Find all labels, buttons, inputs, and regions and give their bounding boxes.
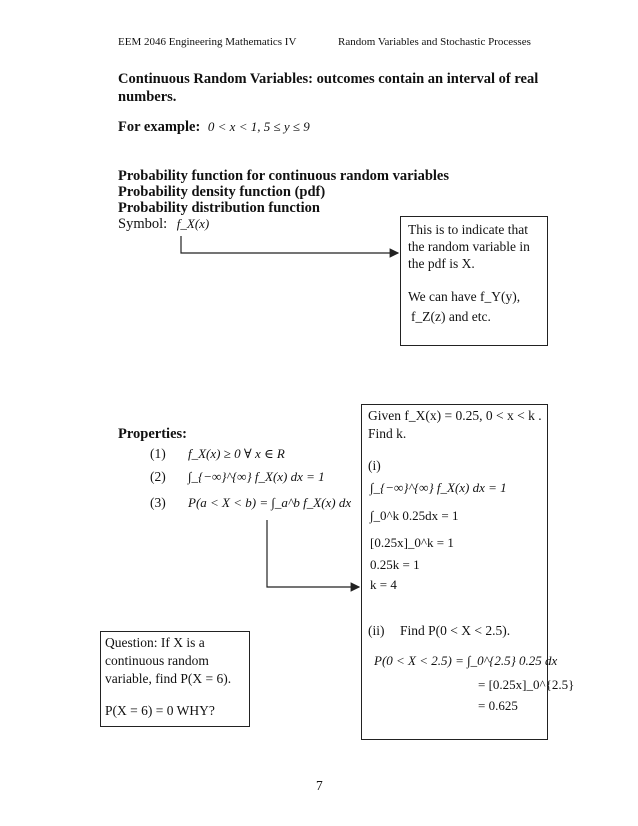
part1-step-2: ∫_0^k 0.25dx = 1: [370, 508, 459, 523]
intro-line1: Continuous Random Variables: outcomes contain an interval of real: [118, 71, 539, 87]
question-line2: continuous random: [105, 653, 209, 668]
symbol-expression: f_X(x): [176, 216, 210, 231]
part1-label: (i): [368, 458, 381, 473]
question-line3: variable, find P(X = 6).: [105, 671, 232, 686]
header-right: Random Variables and Stochastic Processes: [338, 36, 531, 48]
example-find: Find k.: [368, 426, 407, 441]
intro-line2: numbers.: [118, 89, 177, 105]
note-line5: f_Z(z) and etc.: [411, 309, 491, 324]
note-line4: We can have f_Y(y),: [408, 289, 521, 304]
part2-step-1: P(0 < X < 2.5) = ∫_0^{2.5} 0.25 dx: [374, 653, 558, 668]
property-3-num: (3): [150, 495, 166, 510]
example-given: Given f_X(x) = 0.25, 0 < x < k .: [368, 408, 542, 423]
properties-to-example-arrow: [267, 520, 359, 587]
page-number: 7: [316, 778, 323, 793]
property-2-expr: ∫_{−∞}^{∞} f_X(x) dx = 1: [188, 469, 325, 484]
symbol-to-note-arrow: [181, 236, 398, 253]
header-left: EEM 2046 Engineering Mathematics IV: [118, 36, 297, 48]
part1-step-1: ∫_{−∞}^{∞} f_X(x) dx = 1: [370, 480, 507, 495]
definition-line2: Probability density function (pdf): [118, 184, 326, 200]
part2-label: (ii): [368, 623, 385, 638]
property-2-num: (2): [150, 469, 166, 484]
example-expression: 0 < x < 1, 5 ≤ y ≤ 9: [207, 119, 310, 134]
note-line2: the random variable in: [408, 239, 530, 254]
example-label: For example:: [118, 119, 201, 135]
properties-title: Properties:: [118, 426, 187, 442]
note-line1: This is to indicate that: [408, 222, 528, 237]
question-answer: P(X = 6) = 0 WHY?: [105, 703, 215, 718]
symbol-label: Symbol:: [118, 216, 168, 232]
property-3-expr: P(a < X < b) = ∫_a^b f_X(x) dx: [188, 495, 352, 510]
part1-step-5: k = 4: [370, 577, 397, 592]
part2-step-3: = 0.625: [478, 698, 518, 713]
part1-step-3: [0.25x]_0^k = 1: [370, 535, 454, 550]
part2-step-2: = [0.25x]_0^{2.5}: [478, 677, 575, 692]
property-1-num: (1): [150, 446, 166, 461]
definition-line3: Probability distribution function: [118, 200, 320, 216]
property-1-expr: f_X(x) ≥ 0 ∀ x ∈ R: [188, 446, 285, 461]
definition-line1: Probability function for continuous random variables: [118, 168, 449, 184]
part2-prompt: Find P(0 < X < 2.5).: [400, 623, 511, 638]
part1-step-4: 0.25k = 1: [370, 557, 420, 572]
question-line1: Question: If X is a: [105, 635, 205, 650]
note-line3: the pdf is X.: [408, 256, 475, 271]
